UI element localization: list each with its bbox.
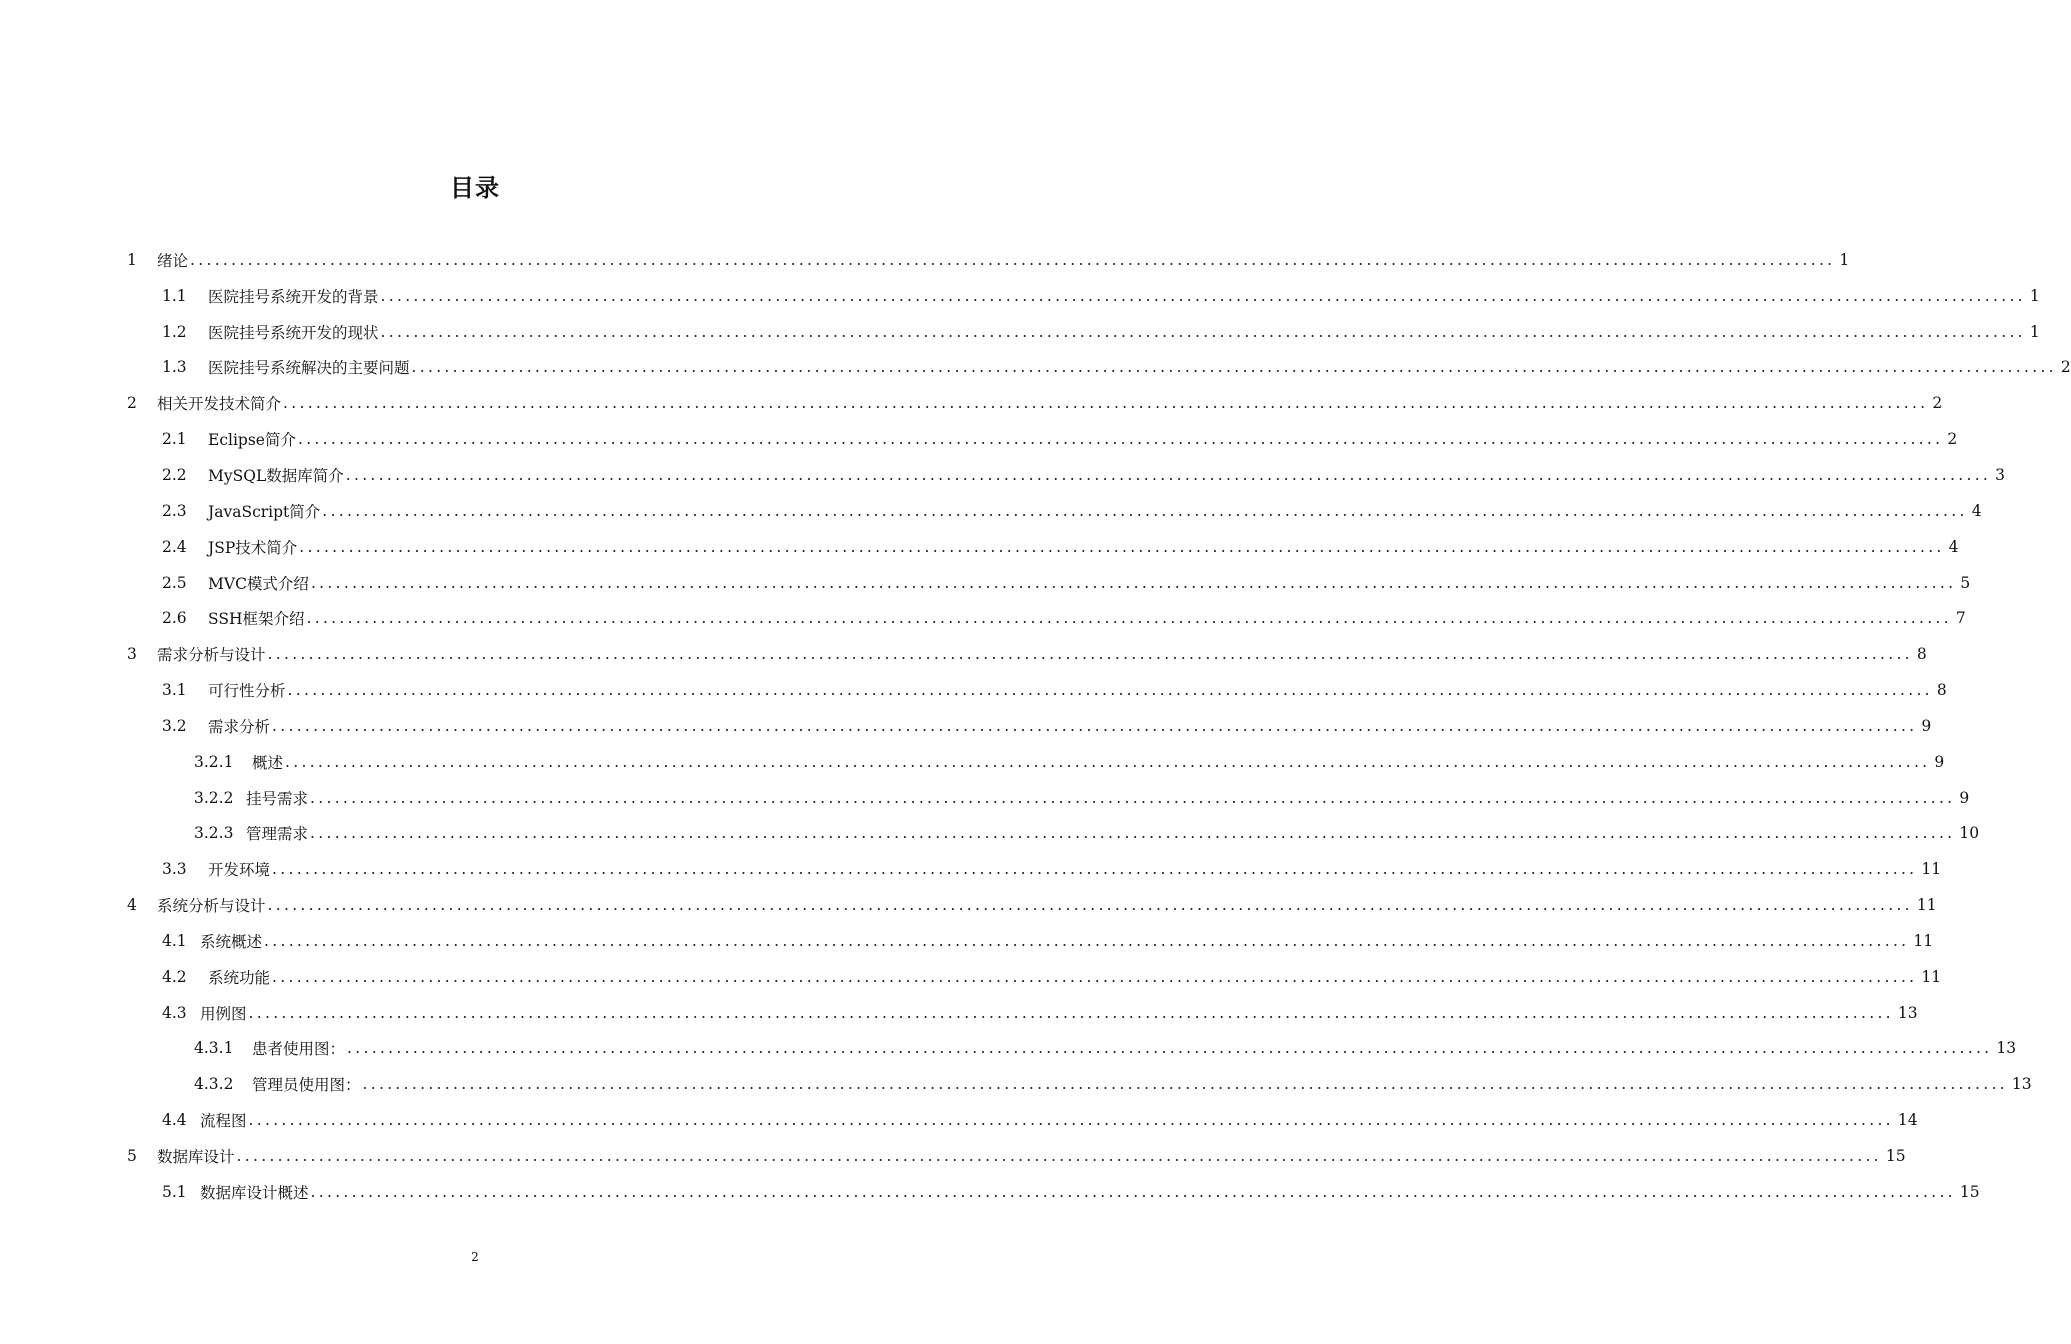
toc-entry-number: 1 — [127, 250, 137, 269]
toc-entry[interactable] — [0, 672, 1947, 708]
toc-entry-page: 11 — [1921, 860, 1942, 879]
toc-entry-number: 2.2 — [162, 465, 187, 484]
table-of-contents — [0, 242, 2071, 1210]
toc-entry[interactable] — [0, 1138, 1906, 1174]
toc-leader-dots: ........................................................................................................................................................................................................ — [299, 537, 1945, 556]
toc-entry-label: 数据库设计 — [157, 1148, 235, 1167]
toc-entry-number: 5.1 — [162, 1182, 187, 1201]
toc-entry[interactable] — [0, 242, 1850, 278]
toc-entry-number: 2.3 — [162, 501, 187, 520]
toc-entry-number: 1.1 — [162, 286, 187, 305]
toc-leader-dots: ........................................................................................................................................................................................................ — [347, 1039, 1993, 1058]
toc-entry-number: 5 — [127, 1147, 137, 1166]
toc-entry-number: 4.2 — [162, 967, 187, 986]
toc-entry-page: 11 — [1921, 967, 1942, 986]
toc-entry[interactable] — [0, 457, 2006, 493]
toc-leader-dots: ........................................................................................................................................................................................................ — [272, 716, 1918, 735]
toc-entry[interactable] — [0, 1066, 2032, 1102]
toc-leader-dots: ........................................................................................................................................................................................................ — [236, 1147, 1882, 1166]
toc-entry[interactable] — [0, 995, 1918, 1031]
toc-entry[interactable] — [0, 959, 1942, 995]
toc-leader-dots: ........................................................................................................................................................................................................ — [264, 931, 1910, 950]
toc-entry[interactable] — [0, 493, 1982, 529]
toc-entry[interactable] — [0, 600, 1966, 636]
toc-entry-label: 挂号需求 — [246, 789, 309, 808]
toc-entry-label: 系统功能 — [208, 968, 271, 987]
toc-entry-label: 开发环境 — [208, 861, 271, 880]
toc-entry-number: 3.1 — [162, 681, 187, 700]
toc-entry-number: 2.4 — [162, 537, 187, 556]
toc-entry-number: 3.2 — [162, 716, 187, 735]
toc-leader-dots: ........................................................................................................................................................................................................ — [310, 1182, 1956, 1201]
toc-entry-page: 9 — [1934, 752, 1945, 771]
toc-entry[interactable] — [0, 923, 1934, 959]
toc-leader-dots: ........................................................................................................................................................................................................ — [380, 286, 2026, 305]
toc-entry-label: 流程图 — [200, 1112, 247, 1131]
toc-entry[interactable] — [0, 708, 1932, 744]
toc-entry-page: 10 — [1959, 824, 1980, 843]
toc-entry-number: 2.5 — [162, 573, 187, 592]
toc-entry[interactable] — [0, 1102, 1918, 1138]
toc-entry[interactable] — [0, 744, 1945, 780]
toc-leader-dots: ........................................................................................................................................................................................................ — [297, 430, 1944, 449]
toc-entry-page: 13 — [1996, 1039, 2017, 1058]
toc-entry-number: 4.3 — [162, 1003, 187, 1022]
toc-entry-page: 1 — [2029, 286, 2040, 305]
toc-leader-dots: ........................................................................................................................................................................................................ — [380, 322, 2026, 341]
toc-entry-label: MVC模式介绍 — [208, 574, 309, 593]
toc-entry[interactable] — [0, 350, 2071, 386]
toc-entry[interactable] — [0, 816, 1980, 852]
toc-entry-number: 3.2.1 — [194, 752, 234, 771]
toc-entry-page: 3 — [1995, 465, 2006, 484]
toc-entry[interactable] — [0, 278, 2040, 314]
toc-leader-dots: ........................................................................................................................................................................................................ — [287, 681, 1933, 700]
toc-entry-page: 13 — [2011, 1075, 2032, 1094]
toc-entry-label: JSP技术简介 — [208, 538, 298, 557]
toc-entry-number: 4.3.1 — [194, 1039, 234, 1058]
toc-entry-number: 1.2 — [162, 322, 187, 341]
toc-entry-label: SSH框架介绍 — [208, 610, 305, 629]
toc-entry-page: 2 — [1947, 430, 1958, 449]
toc-entry-page: 1 — [1839, 250, 1850, 269]
toc-entry[interactable] — [0, 636, 1927, 672]
toc-entry-number: 2 — [127, 394, 137, 413]
toc-entry-page: 13 — [1897, 1003, 1918, 1022]
toc-entry-number: 3.2.3 — [194, 824, 234, 843]
toc-entry-page: 15 — [1959, 1182, 1980, 1201]
toc-entry-number: 4 — [127, 896, 137, 915]
toc-entry-label: 医院挂号系统开发的现状 — [208, 323, 379, 342]
toc-leader-dots: ........................................................................................................................................................................................................ — [310, 573, 1957, 592]
toc-entry-number: 4.4 — [162, 1111, 187, 1130]
toc-entry-label: 需求分析 — [208, 717, 271, 736]
toc-entry-label: 相关开发技术简介 — [157, 395, 282, 414]
toc-entry-page: 11 — [1916, 896, 1937, 915]
toc-entry-label: 需求分析与设计 — [157, 646, 266, 665]
toc-leader-dots: ........................................................................................................................................................................................................ — [411, 358, 2057, 377]
toc-entry[interactable] — [0, 529, 1959, 565]
toc-entry-label: MySQL数据库简介 — [208, 466, 344, 485]
toc-leader-dots: ........................................................................................................................................................................................................ — [248, 1111, 1894, 1130]
toc-entry-number: 2.6 — [162, 609, 187, 628]
toc-entry-label: 医院挂号系统开发的背景 — [208, 287, 379, 306]
toc-leader-dots: ........................................................................................................................................................................................................ — [248, 1003, 1894, 1022]
toc-entry-label: 用例图 — [200, 1004, 247, 1023]
toc-leader-dots: ........................................................................................................................................................................................................ — [272, 967, 1918, 986]
toc-leader-dots: ........................................................................................................................................................................................................ — [272, 860, 1918, 879]
toc-leader-dots: ........................................................................................................................................................................................................ — [190, 250, 1836, 269]
toc-title: 目录 — [450, 174, 500, 202]
toc-leader-dots: ........................................................................................................................................................................................................ — [267, 645, 1913, 664]
toc-entry-page: 8 — [1916, 645, 1927, 664]
toc-entry-number: 4.1 — [162, 931, 187, 950]
toc-entry-number: 4.3.2 — [194, 1075, 234, 1094]
toc-entry[interactable] — [0, 421, 1958, 457]
toc-leader-dots: ........................................................................................................................................................................................................ — [306, 609, 1952, 628]
toc-entry-page: 11 — [1913, 931, 1934, 950]
toc-leader-dots: ........................................................................................................................................................................................................ — [310, 824, 1956, 843]
toc-entry-page: 14 — [1897, 1111, 1918, 1130]
toc-entry-label: 管理员使用图： — [252, 1076, 361, 1095]
toc-entry-label: Eclipse简介 — [208, 431, 296, 450]
toc-entry-number: 3.2.2 — [194, 788, 234, 807]
toc-entry-page: 9 — [1921, 716, 1932, 735]
toc-entry-label: JavaScript简介 — [208, 502, 321, 521]
toc-entry-page: 4 — [1948, 537, 1959, 556]
toc-entry-page: 2 — [1932, 394, 1943, 413]
toc-entry-number: 3.3 — [162, 860, 187, 879]
toc-entry[interactable] — [0, 1174, 1980, 1210]
toc-leader-dots: ........................................................................................................................................................................................................ — [267, 896, 1913, 915]
toc-entry-page: 15 — [1885, 1147, 1906, 1166]
toc-leader-dots: ........................................................................................................................................................................................................ — [345, 465, 1992, 484]
page-number: 2 — [471, 1250, 479, 1264]
toc-entry[interactable] — [0, 565, 1971, 601]
toc-entry-number: 1.3 — [162, 358, 187, 377]
toc-entry-label: 可行性分析 — [208, 682, 286, 701]
toc-leader-dots: ........................................................................................................................................................................................................ — [362, 1075, 2008, 1094]
toc-entry[interactable] — [0, 1031, 2017, 1067]
toc-entry-page: 1 — [2029, 322, 2040, 341]
toc-entry-number: 3 — [127, 645, 137, 664]
toc-entry-label: 数据库设计概述 — [200, 1183, 309, 1202]
toc-entry-page: 4 — [1971, 501, 1982, 520]
toc-entry-label: 概述 — [252, 753, 284, 772]
toc-entry[interactable] — [0, 314, 2040, 350]
toc-leader-dots: ........................................................................................................................................................................................................ — [322, 501, 1968, 520]
toc-entry-number: 2.1 — [162, 430, 187, 449]
toc-entry-label: 医院挂号系统解决的主要问题 — [208, 359, 410, 378]
toc-entry-label: 系统分析与设计 — [157, 897, 266, 916]
toc-entry-page: 2 — [2060, 358, 2071, 377]
toc-entry[interactable] — [0, 887, 1937, 923]
toc-entry-label: 绪论 — [157, 251, 189, 270]
toc-leader-dots: ........................................................................................................................................................................................................ — [310, 788, 1956, 807]
toc-entry-page: 5 — [1960, 573, 1971, 592]
toc-entry-page: 9 — [1959, 788, 1970, 807]
toc-entry[interactable] — [0, 780, 1970, 816]
toc-leader-dots: ........................................................................................................................................................................................................ — [285, 752, 1931, 771]
toc-entry-page: 7 — [1955, 609, 1966, 628]
toc-leader-dots: ........................................................................................................................................................................................................ — [283, 394, 1929, 413]
toc-entry-label: 系统概述 — [200, 932, 263, 951]
toc-entry[interactable] — [0, 385, 1943, 421]
toc-entry-label: 管理需求 — [246, 825, 309, 844]
toc-entry-label: 患者使用图： — [252, 1040, 346, 1059]
toc-entry-page: 8 — [1936, 681, 1947, 700]
toc-entry[interactable] — [0, 851, 1942, 887]
